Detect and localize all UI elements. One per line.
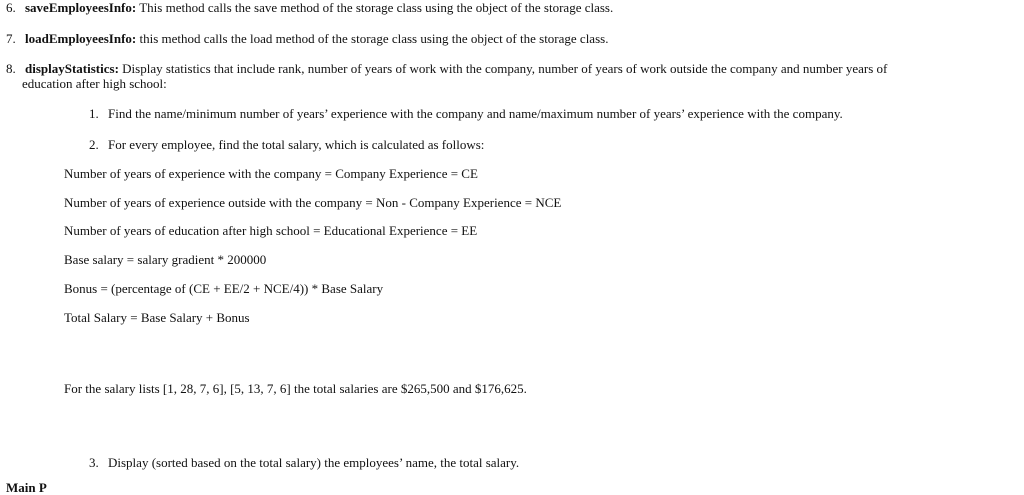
item-description: this method calls the load method of the storage class using the object of the storage class. [136,31,609,46]
formula-total-salary: Total Salary = Base Salary + Bonus [64,310,250,325]
item-number: 6. [6,0,16,15]
subitem-number: 2. [89,137,99,152]
list-item-display-statistics [6,61,887,76]
formula-educational-experience: Number of years of education after high school = Educational Experience = EE [64,223,478,238]
formula-company-experience: Number of years of experience with the company = Company Experience = CE [64,166,478,181]
method-name: loadEmployeesInfo: [25,31,137,46]
subitem-display-sorted [89,455,519,470]
subitem-total-salary [89,137,484,152]
subitem-text: For every employee, find the total salary, which is calculated as follows: [108,137,485,152]
item-number: 8. [6,61,16,76]
item-description: This method calls the save method of the storage class using the object of the storage class. [136,0,614,15]
list-item-load-employees-info [6,31,608,46]
formula-bonus: Bonus = (percentage of (CE + EE/2 + NCE/4)) * Base Salary [64,281,384,296]
subitem-number: 3. [89,455,99,470]
method-name: saveEmployeesInfo: [25,0,137,15]
formula-base-salary: Base salary = salary gradient * 200000 [64,252,267,267]
subitem-text: Display (sorted based on the total salary) the employees’ name, the total salary. [108,455,520,470]
cutoff-heading-text: Main P [6,480,47,495]
subitem-find-min-max [89,106,843,121]
item-description: Display statistics that include rank, number of years of work with the company, number of years of work outside the company and number years of [118,61,888,76]
subitem-text: Find the name/minimum number of years’ experience with the company and name/maximum number of years’ experience with the company. [108,106,843,121]
cutoff-heading [0,480,90,495]
salary-example: For the salary lists [1, 28, 7, 6], [5, 13, 7, 6] the total salaries are $265,500 and $176,625. [64,381,527,396]
list-item-save-employees-info [6,0,613,15]
method-name: displayStatistics: [25,61,119,76]
item-description-continued: education after high school: [22,76,167,91]
formula-non-company-experience: Number of years of experience outside with the company = Non - Company Experience = NCE [64,195,562,210]
subitem-number: 1. [89,106,99,121]
item-number: 7. [6,31,16,46]
